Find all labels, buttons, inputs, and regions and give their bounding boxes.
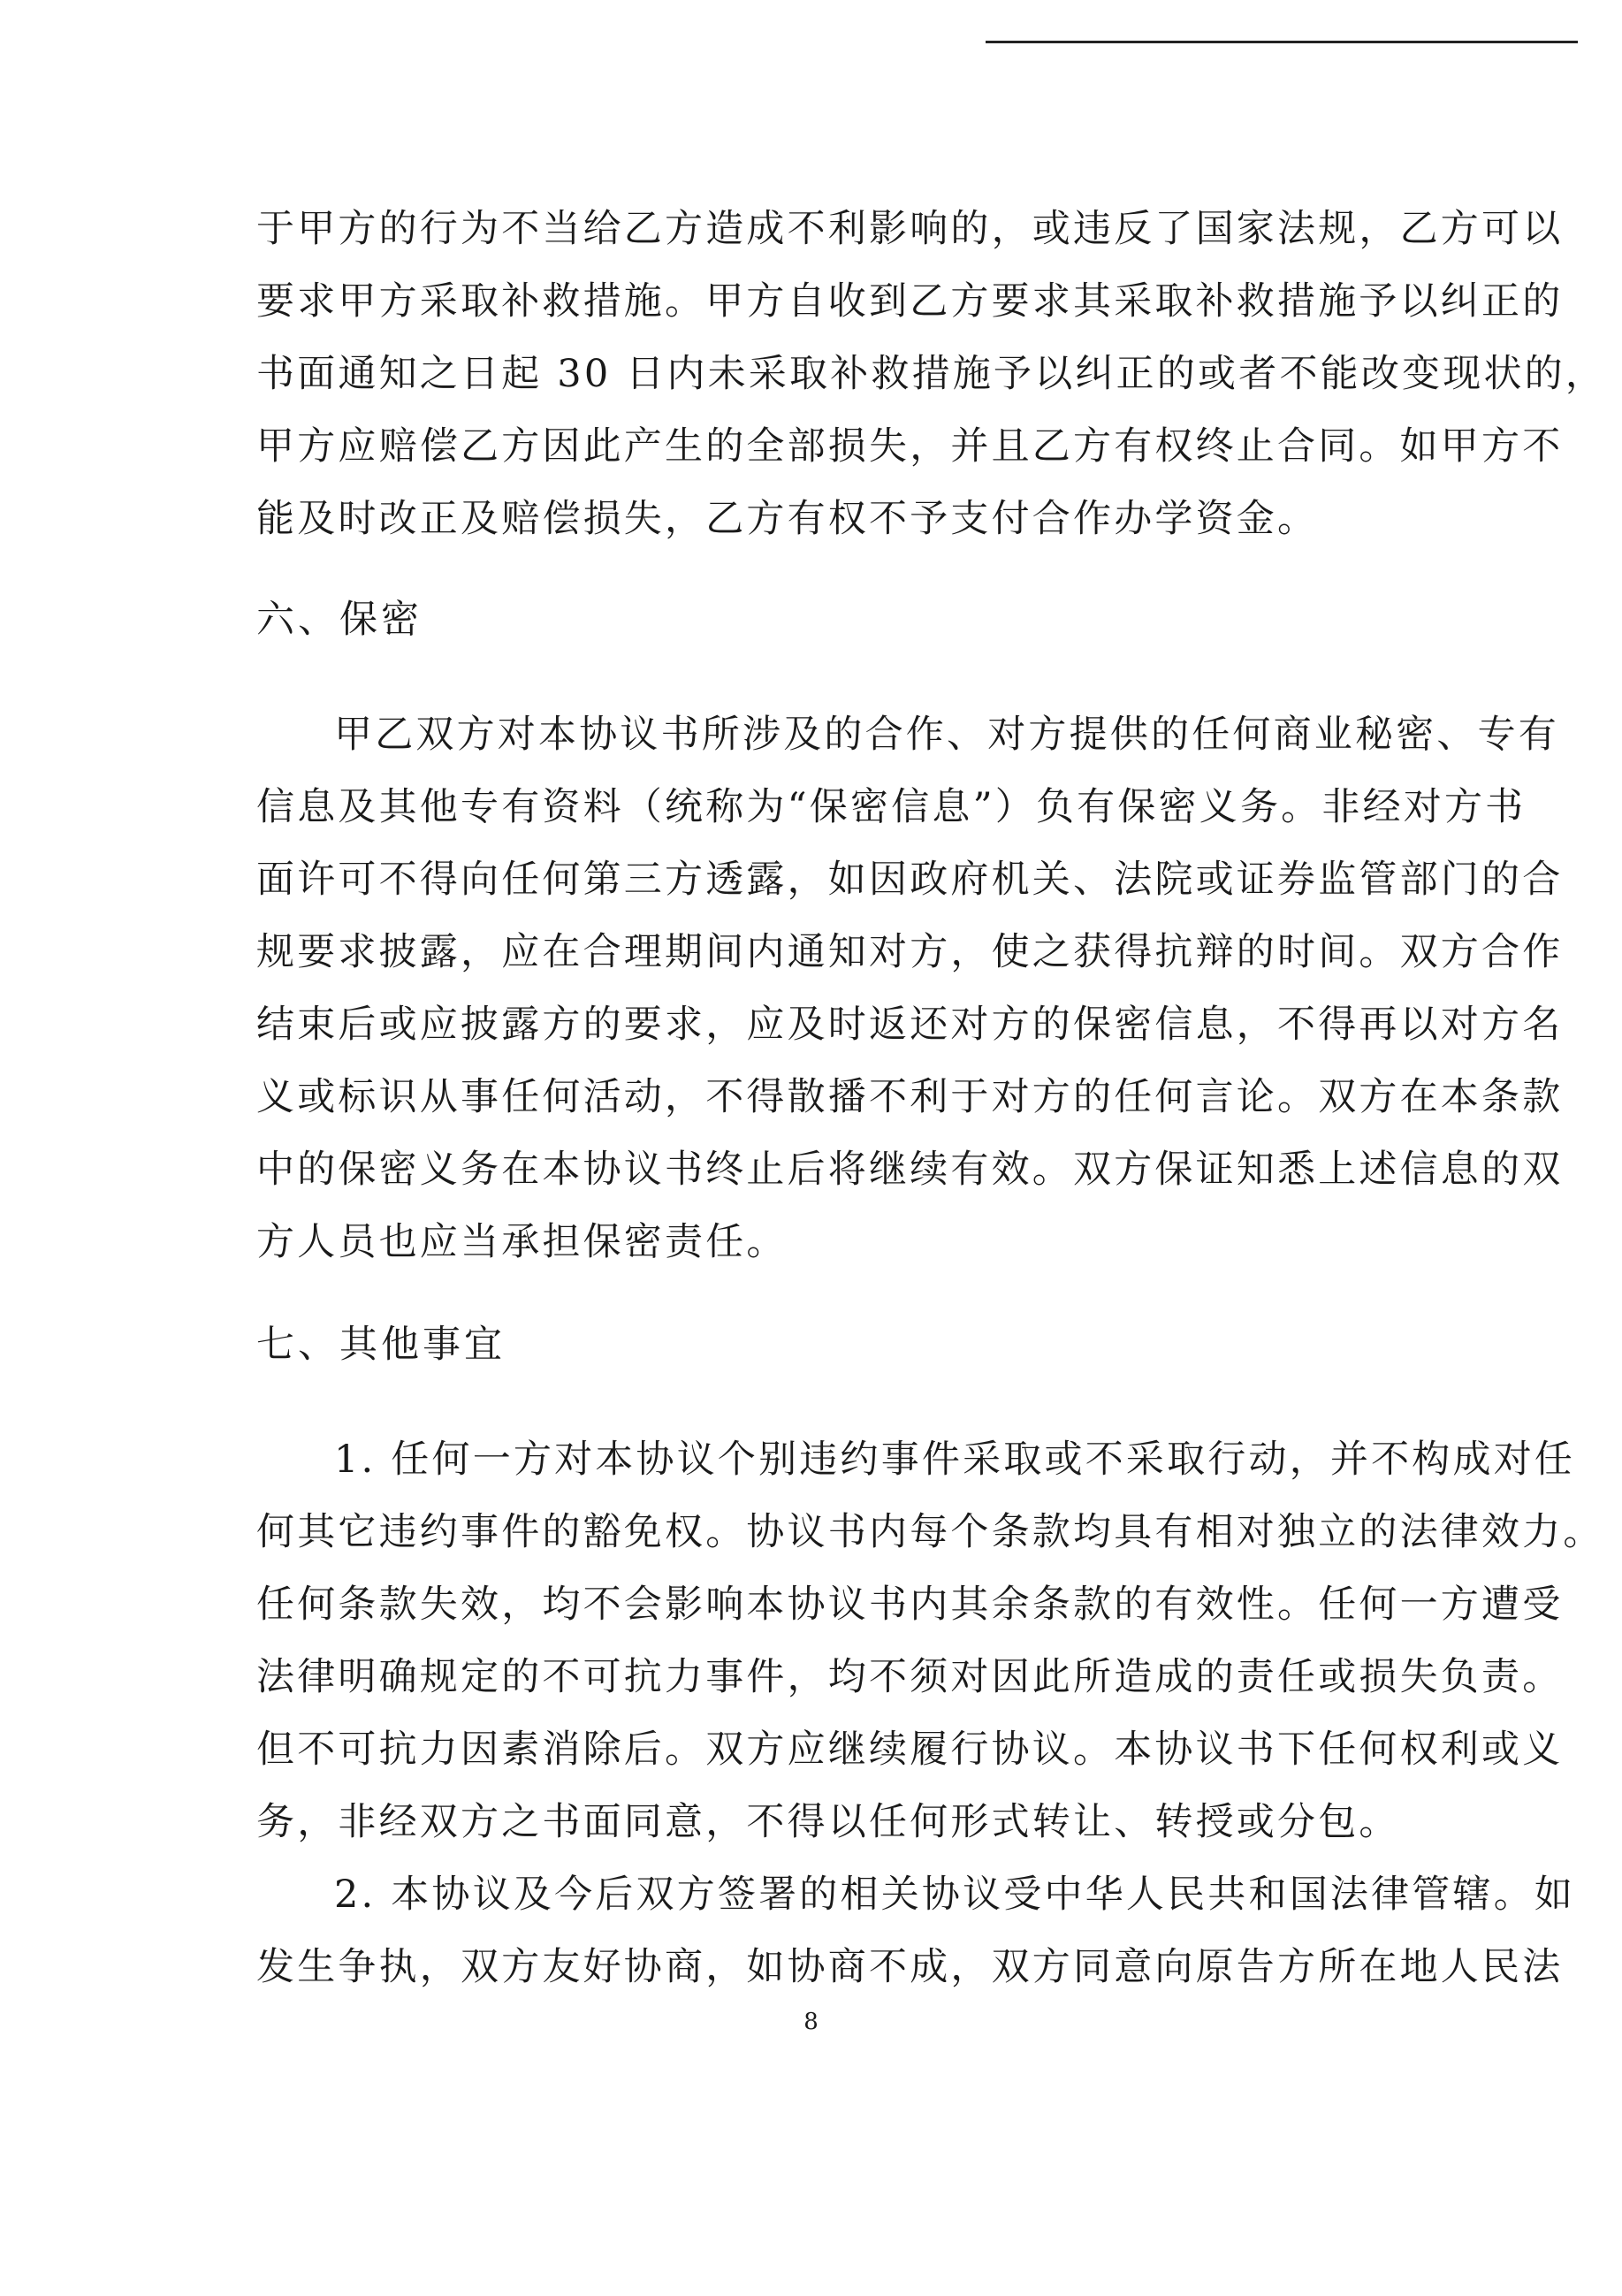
- text-line: 要求甲方采取补救措施。甲方自收到乙方要求其采取补救措施予以纠正的: [256, 279, 1564, 324]
- text-line: 甲乙双方对本协议书所涉及的合作、对方提供的任何商业秘密、专有: [334, 713, 1559, 757]
- text-line: 面许可不得向任何第三方透露，如因政府机关、法院或证券监管部门的合: [256, 858, 1564, 902]
- text-line: 何其它违约事件的豁免权。协议书内每个条款均具有相对独立的法律效力。: [256, 1510, 1604, 1554]
- item-1-body: [256, 1496, 1604, 1858]
- text-line: 务，非经双方之书面同意，不得以任何形式转让、转授或分包。: [256, 1800, 1400, 1844]
- page-number: 8: [803, 2009, 819, 2035]
- confidentiality-paragraph-body: [256, 771, 1564, 1278]
- item-2-body: [256, 1931, 1564, 2003]
- text-line: 于甲方的行为不当给乙方造成不利影响的，或违反了国家法规，乙方可以: [256, 207, 1564, 251]
- text-line: 能及时改正及赔偿损失，乙方有权不予支付合作办学资金。: [256, 497, 1319, 541]
- text-line: 2. 本协议及今后双方签署的相关协议受中华人民共和国法律管辖。如: [334, 1873, 1576, 1917]
- text-line: 书面通知之日起 30 日内未采取补救措施予以纠正的或者不能改变现状的，: [256, 352, 1607, 396]
- text-line: 方人员也应当承担保密责任。: [256, 1220, 788, 1264]
- header-rule: [986, 41, 1578, 43]
- continuation-paragraph: [256, 193, 1607, 555]
- text-line: 甲方应赔偿乙方因此产生的全部损失，并且乙方有权终止合同。如甲方不: [256, 424, 1564, 469]
- text-line: 中的保密义务在本协议书终止后将继续有效。双方保证知悉上述信息的双: [256, 1148, 1564, 1192]
- text-line: 发生争执，双方友好协商，如协商不成，双方同意向原告方所在地人民法: [256, 1945, 1564, 1989]
- item-2-first-line: [256, 1858, 1576, 1931]
- section-heading-confidentiality: 六、保密: [256, 598, 423, 642]
- item-1-first-line: [256, 1423, 1576, 1496]
- text-line: 义或标识从事任何活动，不得散播不利于对方的任何言论。双方在本条款: [256, 1075, 1564, 1119]
- text-line: 规要求披露，应在合理期间内通知对方，使之获得抗辩的时间。双方合作: [256, 930, 1564, 974]
- text-line: 1. 任何一方对本协议个别违约事件采取或不采取行动，并不构成对任: [334, 1438, 1576, 1482]
- text-line: 法律明确规定的不可抗力事件，均不须对因此所造成的责任或损失负责。: [256, 1655, 1564, 1699]
- text-line: 但不可抗力因素消除后。双方应继续履行协议。本协议书下任何权利或义: [256, 1728, 1564, 1772]
- text-line: 信息及其他专有资料（统称为“保密信息”）负有保密义务。非经对方书: [256, 785, 1527, 829]
- text-line: 任何条款失效，均不会影响本协议书内其余条款的有效性。任何一方遭受: [256, 1583, 1564, 1627]
- text-line: 结束后或应披露方的要求，应及时返还对方的保密信息，不得再以对方名: [256, 1003, 1564, 1047]
- section-heading-other-matters: 七、其他事宜: [256, 1323, 506, 1367]
- confidentiality-paragraph: [256, 698, 1559, 771]
